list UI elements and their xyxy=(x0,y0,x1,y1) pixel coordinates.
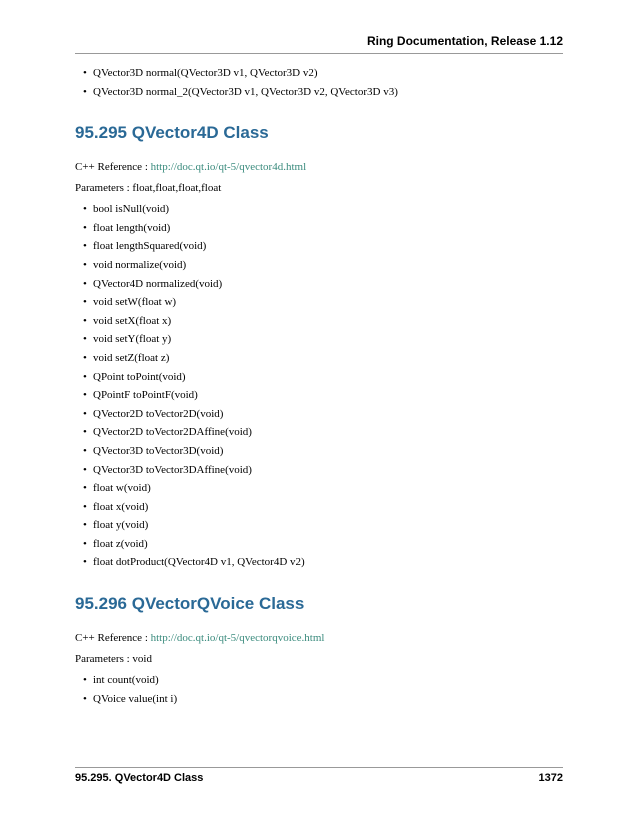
section-heading-qvectorqvoice: 95.296 QVectorQVoice Class xyxy=(75,594,305,614)
section-heading-qvector4d: 95.295 QVector4D Class xyxy=(75,123,269,143)
list-item: • float length(void) xyxy=(93,219,563,238)
footer-page-number: 1372 xyxy=(538,772,563,784)
list-item: • float z(void) xyxy=(93,535,563,554)
list-item: • bool isNull(void) xyxy=(93,200,563,219)
list-item: • QVector3D normal_2(QVector3D v1, QVector3D v2, QVector3D v3) xyxy=(93,83,563,102)
list-item: • QVector3D normal(QVector3D v1, QVector3D v2) xyxy=(93,64,563,83)
list-item: • QPointF toPointF(void) xyxy=(93,386,563,405)
list-item: • int count(void) xyxy=(93,671,563,690)
header-divider xyxy=(75,53,563,54)
list-item: • QVector3D toVector3D(void) xyxy=(93,442,563,461)
list-item: • float lengthSquared(void) xyxy=(93,237,563,256)
list-item: • void setY(float y) xyxy=(93,330,563,349)
list-item: • QVoice value(int i) xyxy=(93,690,563,709)
list-item: • void setW(float w) xyxy=(93,293,563,312)
list-item: • float x(void) xyxy=(93,498,563,517)
cpp-reference-line xyxy=(75,159,563,175)
list-item: • QVector4D normalized(void) xyxy=(93,275,563,294)
list-item: • float w(void) xyxy=(93,479,563,498)
list-item: • QVector3D toVector3DAffine(void) xyxy=(93,461,563,480)
list-item: • QVector2D toVector2DAffine(void) xyxy=(93,423,563,442)
list-item: • QPoint toPoint(void) xyxy=(93,368,563,387)
method-list xyxy=(75,671,563,708)
list-item: • void normalize(void) xyxy=(93,256,563,275)
top-method-list xyxy=(75,64,563,101)
cpp-reference-link[interactable]: http://doc.qt.io/qt-5/qvectorqvoice.html xyxy=(150,632,325,645)
parameters-line: Parameters : float,float,float,float xyxy=(75,182,222,195)
method-list xyxy=(75,200,563,572)
cpp-reference-label: C++ Reference : xyxy=(75,161,151,174)
list-item: • QVector2D toVector2D(void) xyxy=(93,405,563,424)
cpp-reference-line xyxy=(75,630,563,646)
list-item: • float y(void) xyxy=(93,516,563,535)
list-item: • void setZ(float z) xyxy=(93,349,563,368)
page-header-title: Ring Documentation, Release 1.12 xyxy=(366,34,563,48)
page-content xyxy=(75,64,563,708)
list-item: • float dotProduct(QVector4D v1, QVector4D v2) xyxy=(93,553,563,572)
cpp-reference-link[interactable]: http://doc.qt.io/qt-5/qvector4d.html xyxy=(150,161,307,174)
footer-divider xyxy=(75,767,563,768)
footer-section-title: 95.295. QVector4D Class xyxy=(75,772,204,784)
parameters-line: Parameters : void xyxy=(75,653,152,666)
list-item: • void setX(float x) xyxy=(93,312,563,331)
cpp-reference-label: C++ Reference : xyxy=(75,632,151,645)
